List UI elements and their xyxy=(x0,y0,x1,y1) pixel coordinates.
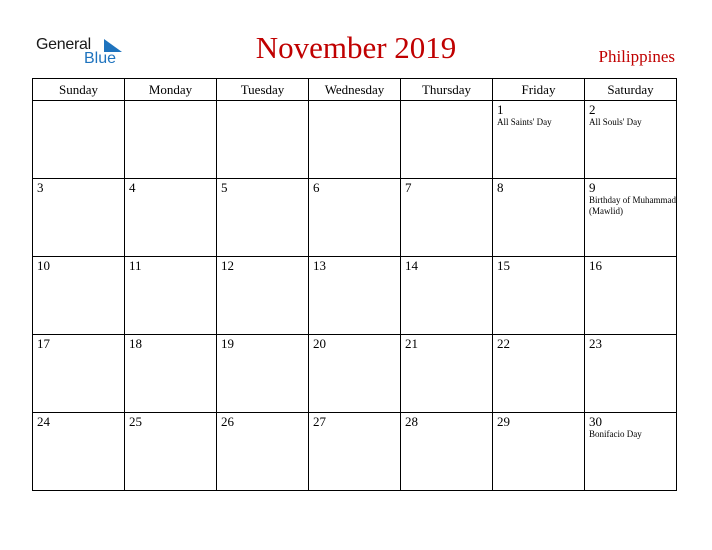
day-number: 2 xyxy=(589,102,596,117)
weekday-header: Friday xyxy=(493,79,585,101)
day-cell xyxy=(401,257,493,335)
day-cell xyxy=(401,413,493,491)
day-cell xyxy=(585,413,677,491)
day-cell xyxy=(493,335,585,413)
day-cell xyxy=(309,179,401,257)
calendar-grid xyxy=(32,78,677,491)
country-label: Philippines xyxy=(598,47,675,66)
day-number: 30 xyxy=(589,414,602,429)
day-cell xyxy=(401,179,493,257)
day-cell xyxy=(493,179,585,257)
day-cell xyxy=(585,179,677,257)
day-cell xyxy=(125,257,217,335)
week-row xyxy=(33,257,677,335)
day-number: 10 xyxy=(37,258,50,273)
day-number: 16 xyxy=(589,258,602,273)
holiday-label: All Souls' Day xyxy=(589,117,642,127)
weekday-header: Wednesday xyxy=(309,79,401,101)
day-cell xyxy=(125,101,217,179)
day-cell xyxy=(33,257,125,335)
week-row xyxy=(33,335,677,413)
day-number: 20 xyxy=(313,336,326,351)
day-number: 1 xyxy=(497,102,504,117)
day-number: 7 xyxy=(405,180,412,195)
day-cell xyxy=(217,179,309,257)
day-cell xyxy=(493,101,585,179)
day-number: 27 xyxy=(313,414,326,429)
day-cell xyxy=(125,179,217,257)
day-cell xyxy=(217,101,309,179)
day-number: 23 xyxy=(589,336,602,351)
day-number: 24 xyxy=(37,414,50,429)
day-number: 21 xyxy=(405,336,418,351)
week-row xyxy=(33,179,677,257)
day-cell xyxy=(33,413,125,491)
day-cell xyxy=(585,257,677,335)
day-number: 4 xyxy=(129,180,136,195)
day-cell xyxy=(585,335,677,413)
day-cell xyxy=(309,101,401,179)
day-cell xyxy=(585,101,677,179)
weekday-header: Tuesday xyxy=(217,79,309,101)
day-cell xyxy=(401,335,493,413)
week-row xyxy=(33,413,677,491)
day-number: 17 xyxy=(37,336,50,351)
day-cell xyxy=(217,257,309,335)
weekday-header: Thursday xyxy=(401,79,493,101)
logo-word-general: General xyxy=(36,36,91,53)
day-cell xyxy=(493,257,585,335)
day-number: 26 xyxy=(221,414,234,429)
holiday-label: Bonifacio Day xyxy=(589,429,642,439)
weekday-header: Sunday xyxy=(33,79,125,101)
day-number: 14 xyxy=(405,258,418,273)
day-number: 13 xyxy=(313,258,326,273)
day-number: 12 xyxy=(221,258,234,273)
week-row xyxy=(33,101,677,179)
day-number: 22 xyxy=(497,336,510,351)
day-number: 19 xyxy=(221,336,234,351)
day-cell xyxy=(401,101,493,179)
day-number: 3 xyxy=(37,180,44,195)
day-number: 18 xyxy=(129,336,142,351)
day-cell xyxy=(309,413,401,491)
weekday-header: Saturday xyxy=(585,79,677,101)
day-cell xyxy=(217,335,309,413)
day-number: 25 xyxy=(129,414,142,429)
page-title: November 2019 xyxy=(255,30,457,65)
day-cell xyxy=(125,335,217,413)
day-number: 29 xyxy=(497,414,510,429)
holiday-label: All Saints' Day xyxy=(497,117,552,127)
day-cell xyxy=(309,257,401,335)
day-cell xyxy=(217,413,309,491)
weekday-header: Monday xyxy=(125,79,217,101)
day-number: 5 xyxy=(221,180,228,195)
day-number: 8 xyxy=(497,180,504,195)
day-number: 28 xyxy=(405,414,418,429)
holiday-label: Birthday of Muhammad (Mawlid) xyxy=(589,195,676,216)
day-cell xyxy=(493,413,585,491)
day-cell xyxy=(33,335,125,413)
day-number: 9 xyxy=(589,180,596,195)
day-cell xyxy=(33,101,125,179)
day-cell xyxy=(33,179,125,257)
weekday-header-row xyxy=(33,79,677,101)
day-number: 6 xyxy=(313,180,320,195)
logo-word-blue: Blue xyxy=(84,50,117,67)
day-cell xyxy=(309,335,401,413)
day-number: 11 xyxy=(129,258,142,273)
day-number: 15 xyxy=(497,258,510,273)
calendar-body xyxy=(33,101,677,491)
day-cell xyxy=(125,413,217,491)
